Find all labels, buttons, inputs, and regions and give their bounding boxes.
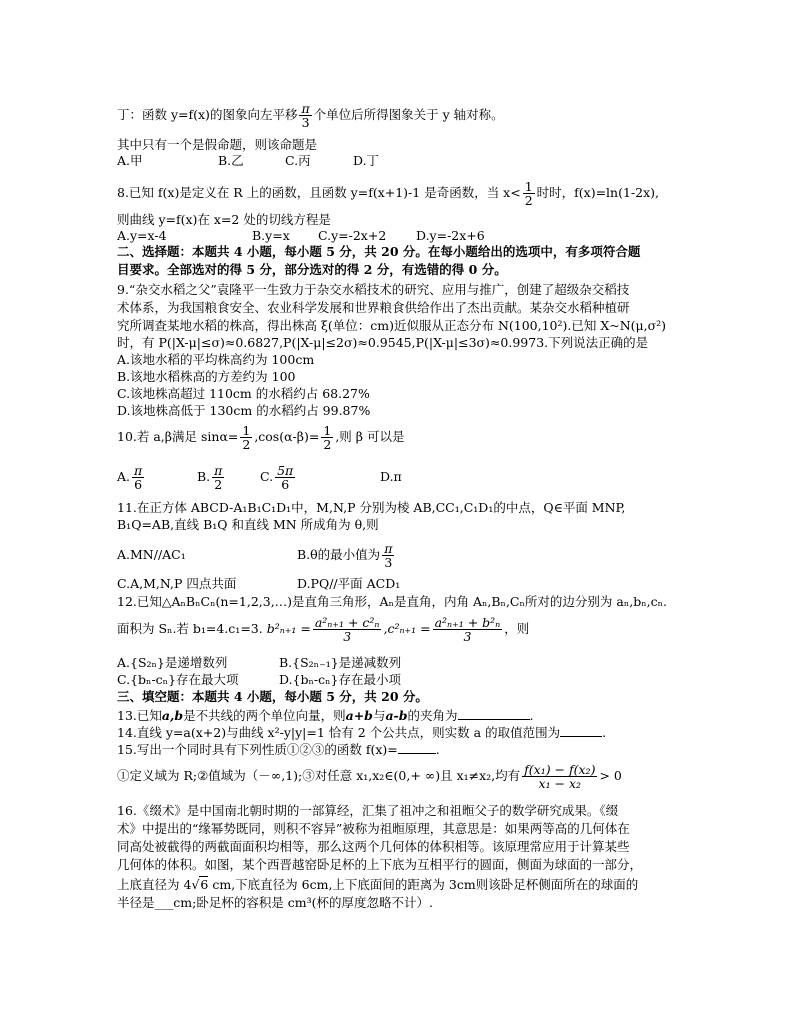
q8-option-b: B.y=x — [252, 228, 290, 243]
q8-fraction: $\frac{1}{2}$ — [524, 179, 533, 208]
q11-options-ab — [117, 542, 396, 569]
q12-options-cd — [117, 672, 401, 687]
q15-line2: ①定义域为 R;②值域为（－∞,1);③对任意 x₁,x₂∈(0,+ ∞)且 x₁≠x₂,均有 $\frac{\text{f(x₁) − f(x₂)}}{\text{x₁ − x₂}}$ > 0 — [117, 762, 622, 791]
q9-option-d: D.该地株高低于 130cm 的水稻约占 99.87% — [117, 403, 371, 418]
q10-fraction-2: $\frac{1}{2}$ — [323, 423, 332, 452]
q16-line5: 上底直径为 4√6 cm,下底直径为 6cm,上下底面间的距离为 3cm则该卧足杯侧面所在的球面的 — [117, 877, 639, 892]
q11-line1: 11.在正方体 ABCD-A₁B₁C₁D₁中，M,N,P 分别为棱 AB,CC₁,C₁D₁的中点，Q∈平面 MNP, — [117, 500, 626, 515]
q12-option-b: B.{S₂ₙ₋₁}是递减数列 — [279, 655, 402, 670]
q9-option-c: C.该地株高超过 110cm 的水稻约占 68.27% — [117, 386, 370, 401]
section3-heading: 三、填空题：本题共 4 小题，每小题 5 分，共 20 分。 — [117, 689, 428, 704]
q12-option-a: A.{S₂ₙ}是递增数列 — [117, 655, 228, 670]
q11-option-c: C.A,M,N,P 四点共面 — [117, 576, 237, 591]
q8-option-d: D.y=-2x+6 — [416, 228, 485, 243]
q13-line: 13.已知a,b是不共线的两个单位向量，则a+b与a-b的夹角为 . — [117, 708, 534, 723]
q16-line6: 半径是___cm;卧足杯的容积是 cm³(杯的厚度忽略不计）. — [117, 895, 434, 910]
q11-option-b: B.θ的最小值为 $\frac{\pi}{3}$ — [297, 541, 393, 570]
q12-options-ab — [117, 655, 401, 670]
q11-line2: B₁Q=AB,直线 B₁Q 和直线 MN 所成角为 θ,则 — [117, 517, 379, 532]
q14-answer-blank[interactable] — [560, 724, 602, 737]
q9-option-b: B.该地水稻株高的方差约为 100 — [117, 369, 296, 384]
q15-answer-blank[interactable] — [398, 741, 436, 754]
q12-line1: 12.已知△AₙBₙCₙ(n=1,2,3,…)是直角三角形，Aₙ是直角，内角 Aₙ,Bₙ,Cₙ所对的边分别为 aₙ,bₙ,cₙ. — [117, 594, 667, 609]
q7-stem: 其中只有一个是假命题，则该命题是 — [117, 137, 318, 152]
q8-options — [117, 228, 485, 243]
section2-heading-line2: 目要求。全部选对的得 5 分，部分选对的得 2 分，有选错的得 0 分。 — [117, 262, 507, 277]
q11-options-cd — [117, 576, 400, 591]
q9-option-a: A.该地水稻的平均株高约为 100cm — [117, 352, 315, 367]
q10-fraction-1: $\frac{1}{2}$ — [242, 423, 251, 452]
q16-line4: 几何体的体积。如图，某个西晋越窑卧足杯的上下底为互相平行的圆面，侧面为球面的一部分， — [117, 857, 643, 872]
q16-line1: 16.《缀术》是中国南北朝时期的一部算经，汇集了祖冲之和祖暅父子的数学研究成果。《缀 — [117, 803, 619, 818]
q9-line1: 9.“杂交水稻之父”袁隆平一生致力于杂交水稻技术的研究、应用与推广，创建了超级杂交稻技 — [117, 282, 630, 297]
q15-line1: 15.写出一个同时具有下列性质①②③的函数 f(x)= . — [117, 742, 440, 757]
q10-option-b: B. $\frac{\pi}{2}$ — [197, 463, 223, 492]
q16-line2: 术》中提出的“缘幂势既同，则积不容异”被称为祖暅原理，其意思是：如果两等高的几何体在 — [117, 821, 630, 836]
q8-option-c: C.y=-2x+2 — [318, 228, 387, 243]
q15-fraction: $\frac{\text{f(x₁) − f(x₂)}}{\text{x₁ − x₂}}$ — [524, 762, 596, 791]
q16-line3: 同高处被截得的两截面面积均相等，那么这两个几何体的体积相等。该原理常应用于计算某些 — [117, 839, 630, 854]
q7-option-d: D.丁 — [353, 153, 380, 168]
q10-option-c: C. $\frac{5\pi}{6}$ — [260, 463, 294, 492]
q7-option-b: B.乙 — [218, 153, 244, 168]
q7-ding-text: 丁：函数 y=f(x)的图象向左平移 — [117, 107, 298, 122]
q11-option-d: D.PQ//平面 ACD₁ — [297, 576, 401, 591]
sqrt-radicand: 6 — [200, 877, 209, 892]
section2-heading-line1: 二、选择题：本题共 4 小题，每小题 5 分，共 20 分。在每小题给出的选项中，有多项符合题 — [117, 244, 641, 259]
sqrt-symbol: √ — [191, 877, 200, 892]
q10-option-a: A. $\frac{\pi}{6}$ — [117, 463, 143, 492]
q7-ding-fraction: $\frac{\pi}{3}$ — [301, 101, 310, 130]
q7-ding-text-post: 个单位后所得图象关于 y 轴对称。 — [313, 107, 504, 122]
q12-fraction-2: $\frac{\text{a²ₙ₊₁ + b²ₙ}}{3}$ — [434, 615, 501, 644]
q7-options — [117, 153, 379, 168]
q8-line1: 8.已知 f(x)是定义在 R 上的函数，且函数 y=f(x+1)-1 是奇函数，当 x< $\frac{1}{2}$ 时时，f(x)=ln(1-2x), — [117, 179, 660, 208]
q10-option-d: D.π — [380, 469, 402, 484]
q7-option-a: A.甲 — [117, 153, 143, 168]
q7-option-c: C.丙 — [285, 153, 311, 168]
q8-option-a: A.y=x-4 — [117, 228, 167, 243]
q12-line2: 面积为 Sₙ.若 b₁=4.c₁=3. b²ₙ₊₁ = $\frac{\text{a²ₙ₊₁ + c²ₙ}}{3}$ ,c²ₙ₊₁ = $\frac{\text{a²ₙ₊₁ + b²ₙ}}{3}$ ，则 — [117, 615, 530, 644]
q12-option-d: D.{bₙ-cₙ}存在最小项 — [279, 672, 401, 687]
q9-line2: 术体系，为我国粮食安全、农业科学发展和世界粮食供给作出了杰出贡献。某杂交水稻种植研 — [117, 300, 630, 315]
q9-line3: 究所调查某地水稻的株高，得出株高 ξ(单位：cm)近似服从正态分布 N(100,10²).已知 X~N(μ,σ²) — [117, 318, 667, 333]
q10-stem: 10.若 a,β满足 sinα= $\frac{1}{2}$ ,cos(α-β)= $\frac{1}{2}$ ,则 β 可以是 — [117, 423, 405, 452]
q13-answer-blank[interactable] — [458, 707, 530, 720]
q11-option-a: A.MN//AC₁ — [117, 547, 186, 562]
q9-line4: 时，有 P(|X-μ|≤σ)≈0.6827,P(|X-μ|≤2σ)≈0.9545,P(|X-μ|≤3σ)≈0.9973.下列说法正确的是 — [117, 335, 649, 350]
q12-option-c: C.{bₙ-cₙ}存在最大项 — [117, 672, 239, 687]
q12-fraction-1: $\frac{\text{a²ₙ₊₁ + c²ₙ}}{3}$ — [314, 615, 380, 644]
q10-options — [117, 464, 402, 491]
q14-line: 14.直线 y=a(x+2)与曲线 x²-y|y|=1 恰有 2 个公共点，则实数 a 的取值范围为 . — [117, 725, 607, 740]
q7-ding-line — [117, 102, 504, 129]
q8-line2: 则曲线 y=f(x)在 x=2 处的切线方程是 — [117, 212, 331, 227]
